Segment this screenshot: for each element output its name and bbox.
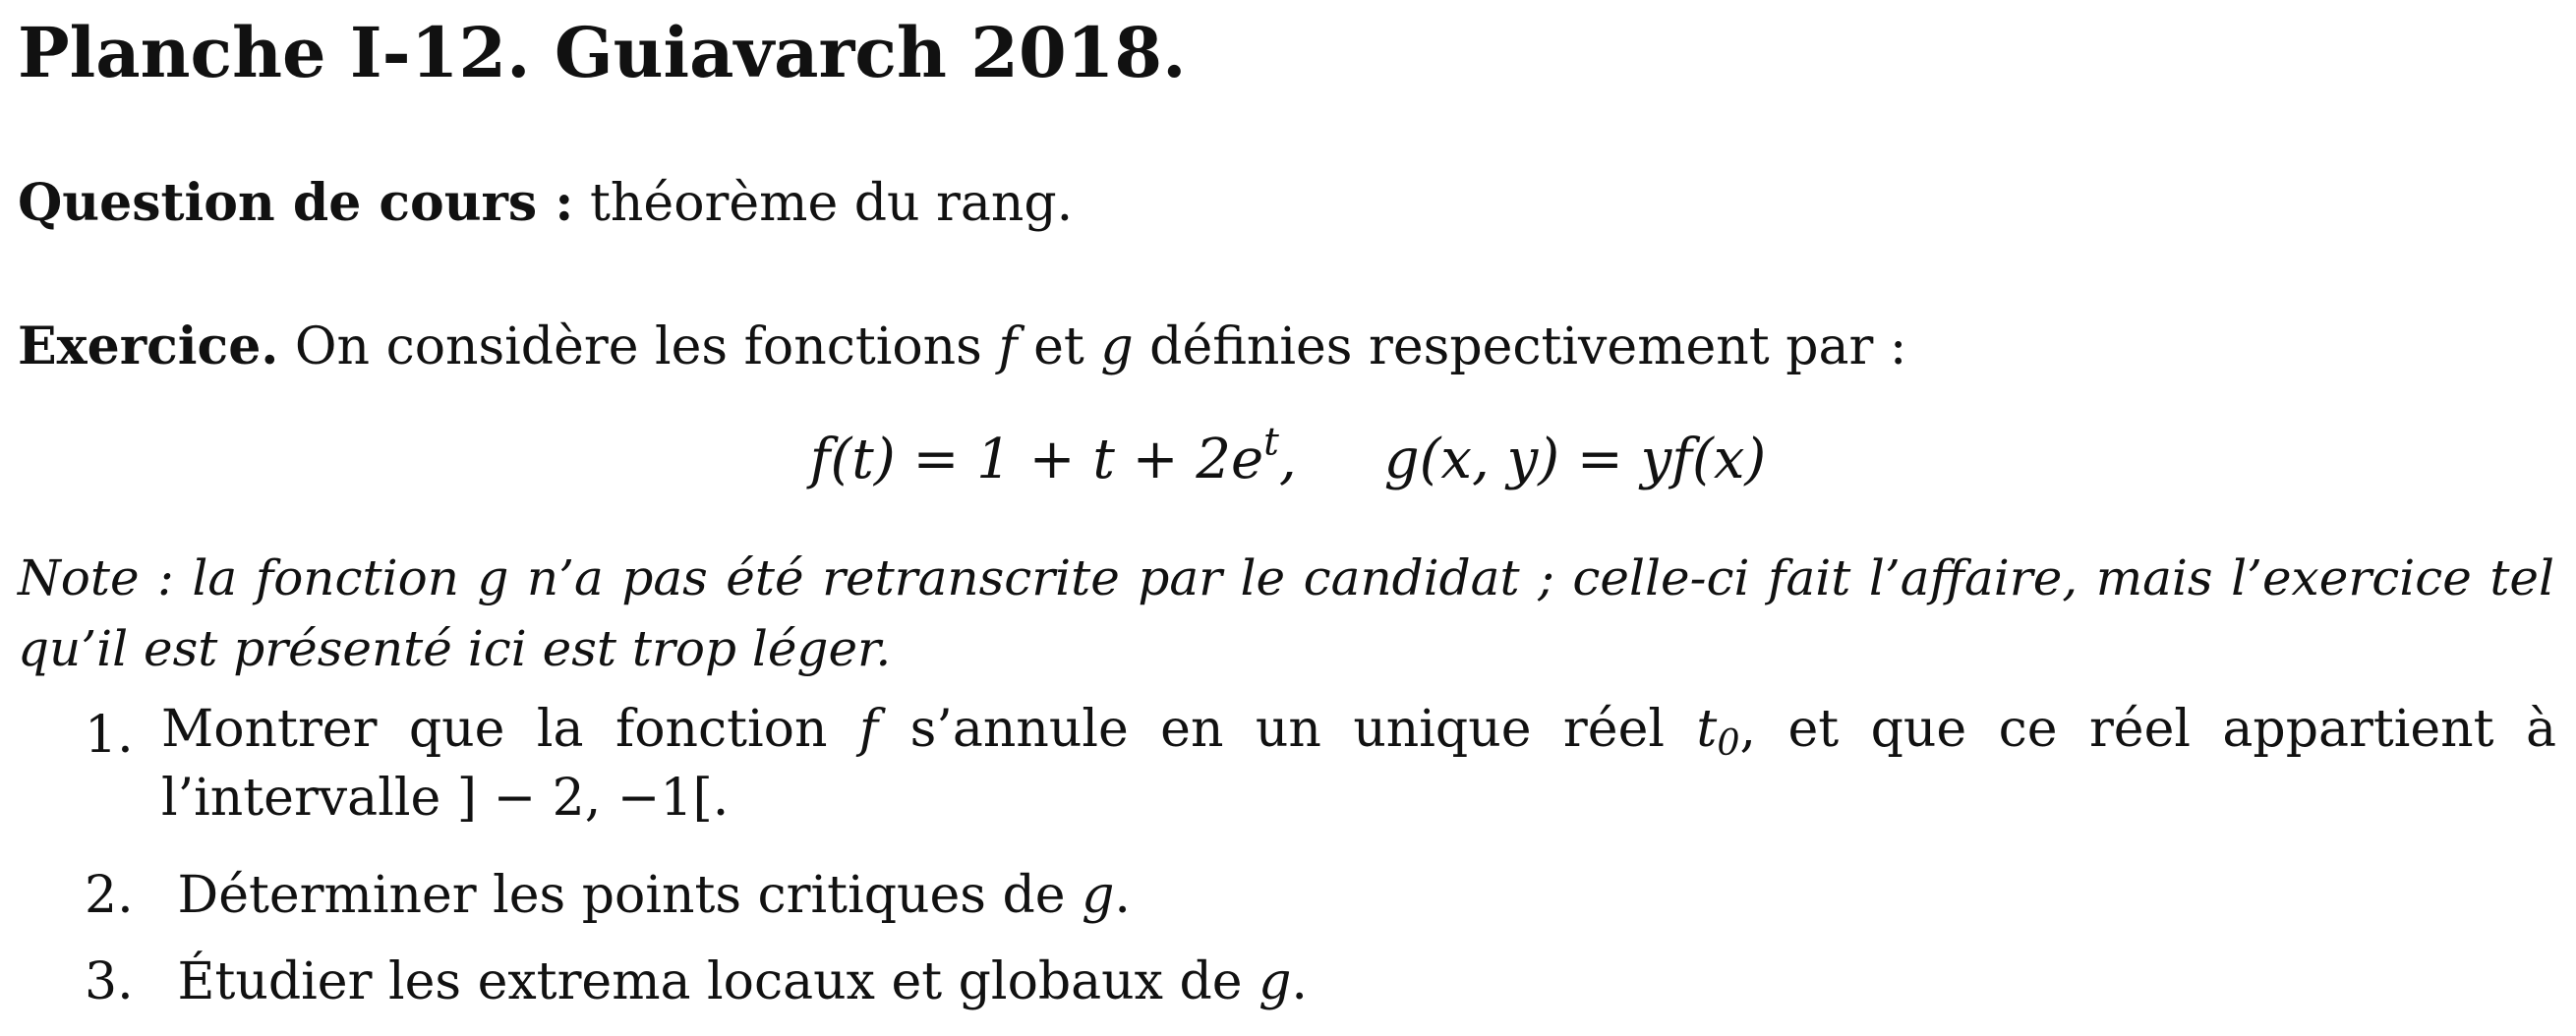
exercise-intro [18,317,1906,377]
question-end-punct: . [1114,866,1131,925]
g-definition: g(x, y) = yf(x) [1383,428,1767,491]
question-text-part: , et que ce réel appartient à l’intervalle ] − 2, −1[. [161,700,2557,829]
question-number: 3. [85,952,134,1011]
t0-base: t [1696,700,1718,759]
question-number: 2. [85,866,134,925]
course-question-label: Question de cours : [18,173,574,233]
question-text: Étudier les extrema locaux et globaux de [177,952,1243,1011]
exercise-intro-text-2: et [1033,317,1084,376]
exercise-intro-text-3: définies respectivement par : [1149,317,1907,376]
question-item-3 [85,951,1308,1012]
question-text-part: Montrer que la fonction [161,700,828,759]
t0-symbol [1696,700,1740,765]
course-question-text: théorème du rang. [590,174,1074,233]
question-text [161,700,2557,829]
f-definition-exponent: t [1263,420,1279,465]
candidate-note: Note : la fonction g n’a pas été retranscrite par le candidat ; celle-ci fait l’affaire, mais l’exercice tel qu’il est présenté ici est trop léger. [18,549,2554,677]
f-definition-body: f(t) = 1 + t + 2e [809,428,1264,491]
function-g-symbol: g [1082,866,1115,925]
question-item-2 [85,865,1131,926]
question-item-1 [85,700,2557,829]
page-title: Planche I-12. Guiavarch 2018. [18,12,1187,93]
exercise-intro-text-1: On considère les fonctions [294,317,982,376]
question-number: 1. [85,706,134,765]
question-text-part: s’annule en un unique réel [909,700,1665,759]
exercise-label: Exercice. [18,317,279,376]
question-text: Déterminer les points critiques de [177,866,1066,925]
function-g-symbol: g [1100,317,1134,376]
t0-subscript: 0 [1717,721,1740,765]
f-definition [809,420,1297,491]
course-question [18,173,1073,234]
function-definitions [0,420,2576,492]
f-definition-comma: , [1278,428,1297,491]
function-f-symbol: f [998,317,1018,376]
question-end-punct: . [1291,952,1308,1011]
function-g-symbol: g [1259,952,1292,1011]
function-f-symbol: f [858,700,879,759]
